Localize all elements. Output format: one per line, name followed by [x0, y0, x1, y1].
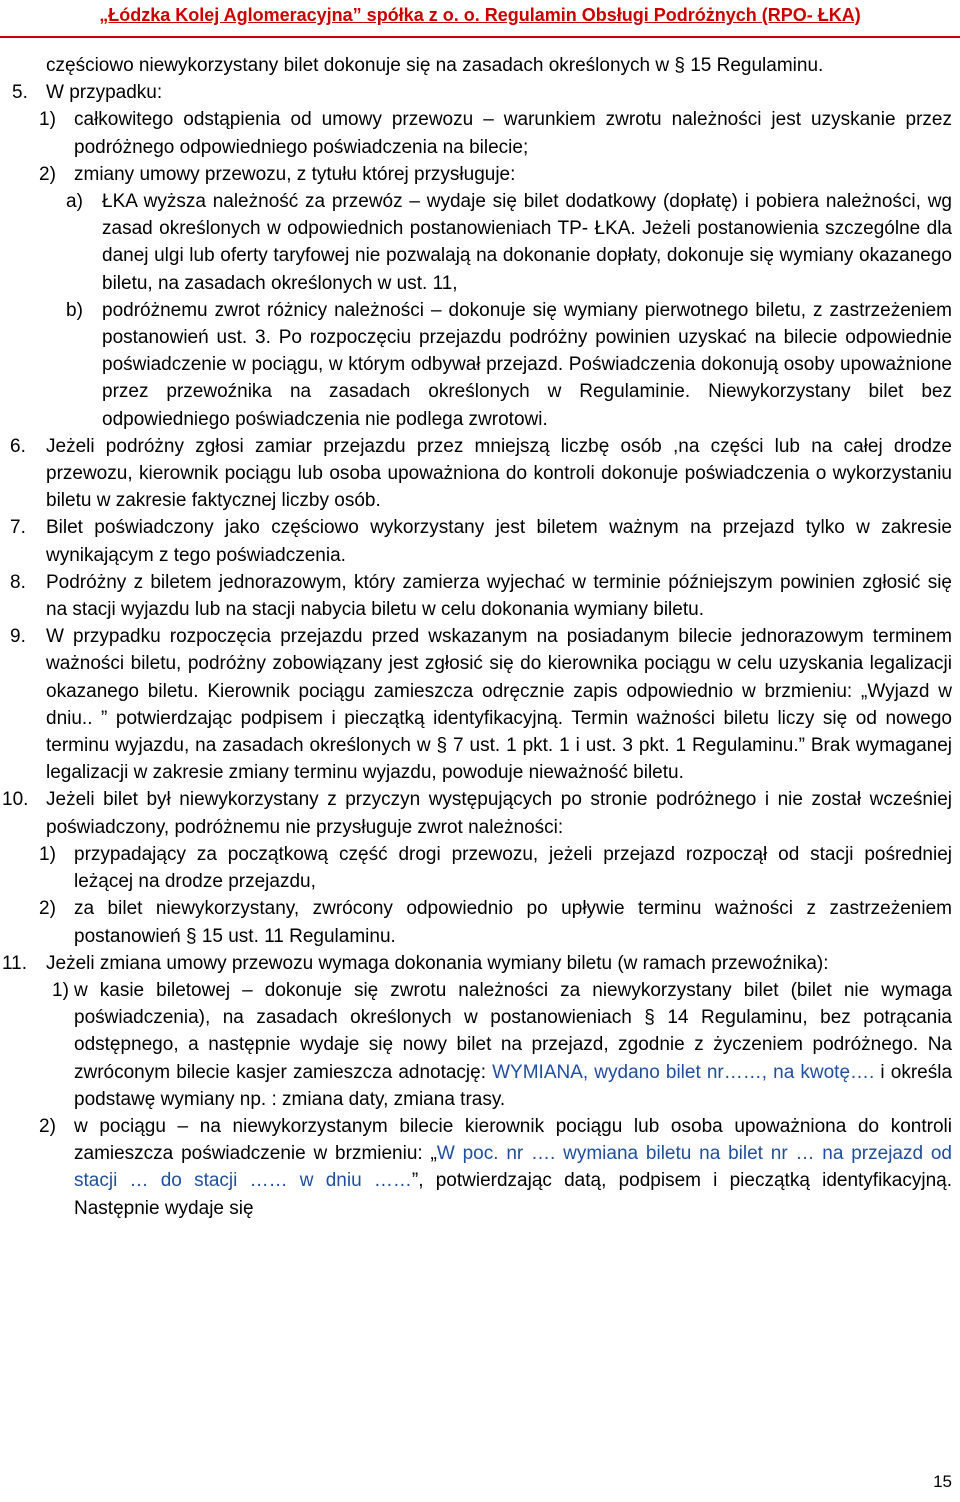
item-text: i określa podstawę wymiany np. : zmiana daty, zmiana trasy. — [74, 1061, 953, 1110]
paragraph-6 — [10, 433, 952, 515]
paragraph-number: 9. — [10, 626, 26, 648]
paragraph-7 — [10, 514, 952, 568]
annotation-template: W poc. nr …. wymiana biletu na bilet nr … na przejazd od stacji … do stacji …… w dniu …… — [74, 1143, 952, 1192]
paragraph-11-item-2 — [39, 1113, 953, 1222]
item-text: w kasie biletowej – dokonuje się zwrotu należności za niewykorzystany bilet (bilet nie wymaga poświadczenia), na zasadach określonych w postanowieniach § 14 Regulaminu, bez potrącania odstępnego, a następnie wydaje się nowy bilet na przejazd, zgodnie z życzeniem podróżnego. Na zwróconym bilecie kasjer zamieszcza adnotację: — [74, 979, 952, 1083]
item-text: w pociągu – na niewykorzystanym bilecie kierownik pociągu lub osoba upoważniona do kontroli zamieszcza poświadczenie w brzmieniu: „ — [74, 1115, 952, 1165]
paragraph-5-item-2 — [39, 161, 952, 188]
paragraph-number: 6. — [10, 435, 26, 457]
paragraph-10-item-1 — [39, 841, 952, 895]
item-text: całkowitego odstąpienia od umowy przewozu – warunkiem zwrotu należności jest uzyskanie przez podróżnego odpowiedniego poświadczenia na bilecie; — [74, 109, 952, 158]
paragraph-number: 10. — [2, 789, 29, 811]
paragraph-5-item-1 — [39, 106, 952, 160]
item-number: 1) — [39, 843, 56, 865]
paragraph-number: 7. — [10, 517, 26, 539]
paragraph-text: W przypadku rozpoczęcia przejazdu przed wskazanym na posiadanym bilecie jednorazowym terminem ważności biletu, podróżny zobowiązany jest zgłosić się do kierownika pociągu w celu uzyskania legalizacji okazanego biletu. Kierownik pociągu zamieszcza odręcznie zapis odpowiednio w brzmieniu: „Wyjazd w dniu.. ” potwierdzając podpisem i pieczątką identyfikacyjną. Termin ważności biletu liczy się od nowego terminu wyjazdu, na zasadach określonych w § 7 ust. 1 pkt. 1 i ust. 3 pkt. 1 Regulaminu.” Brak wymaganej legalizacji w zakresie zmiany terminu wyjazdu, powoduje nieważność biletu. — [46, 626, 952, 784]
item-text: za bilet niewykorzystany, zwrócony odpowiednio po upływie terminu ważności z zastrzeżeniem postanowień § 15 ust. 11 Regulaminu. — [74, 898, 952, 947]
page-number: 15 — [933, 1472, 952, 1491]
paragraph-text: Jeżeli bilet był niewykorzystany z przyczyn występujących po stronie podróżnego i nie został wcześniej poświadczony, podróżnemu nie przysługuje zwrot należności: — [46, 789, 952, 838]
subitem-text: podróżnemu zwrot różnicy należności – dokonuje się wymiany pierwotnego biletu, z zastrzeżeniem postanowień ust. 3. Po rozpoczęciu przejazdu podróżny powinien uzyskać na bilecie odpowiednie poświadczenie w pociągu, w którym odbywał przejazd. Poświadczenia dokonują osoby upoważnione przez przewoźnika na zasadach określonych w Regulaminie. Niewykorzystany bilet bez odpowiedniego poświadczenia nie podlega zwrotowi. — [102, 299, 952, 430]
header-rule — [0, 36, 960, 38]
paragraph-text: Jeżeli podróżny zgłosi zamiar przejazdu przez mniejszą liczbę osób ,na części lub na całej drodze przewozu, kierownik pociągu lub osoba upoważniona do kontroli dokonuje poświadczenia o wykorzystaniu biletu w zakresie faktycznej liczby osób. — [46, 435, 952, 512]
item-text: ”, potwierdzając datą, podpisem i pieczątką identyfikacyjną. Następnie wydaje się — [74, 1170, 953, 1219]
paragraph-text: Bilet poświadczony jako częściowo wykorzystany jest biletem ważnym na przejazd tylko w zakresie wynikającym z tego poświadczenia. — [46, 517, 952, 566]
item-number: 1) — [39, 109, 56, 131]
paragraph-number: 11. — [2, 952, 28, 974]
paragraph-continuation — [46, 52, 952, 79]
item-number: 2) — [39, 1115, 56, 1137]
paragraph-10 — [2, 786, 952, 840]
header-title: „Łódzka Kolej Aglomeracyjna” spółka z o. o. Regulamin Obsługi Podróżnych (RPO- ŁKA) — [99, 5, 861, 25]
paragraph-11 — [2, 950, 952, 977]
paragraph-5-item-2-b — [66, 297, 952, 433]
paragraph-text: częściowo niewykorzystany bilet dokonuje się na zasadach określonych w § 15 Regulaminu. — [46, 55, 824, 76]
document-body — [0, 52, 960, 1222]
paragraph-text: Podróżny z biletem jednorazowym, który zamierza wyjechać w terminie późniejszym powinien zgłosić się na stacji wyjazdu lub na stacji nabycia biletu w celu dokonania wymiany biletu. — [46, 571, 952, 621]
paragraph-8 — [10, 569, 952, 623]
paragraph-5-item-2-a — [66, 188, 952, 297]
item-text: przypadający za początkową część drogi przewozu, jeżeli przejazd rozpoczął od stacji pośredniej leżącej na drodze przejazdu, — [74, 843, 952, 893]
paragraph-number: 8. — [10, 571, 26, 593]
paragraph-text: W przypadku: — [46, 82, 163, 104]
item-number: 1) — [52, 979, 69, 1001]
item-text: zmiany umowy przewozu, z tytułu której przysługuje: — [74, 163, 516, 185]
annotation-template: WYMIANA, wydano bilet nr……, na kwotę…. — [492, 1061, 875, 1083]
item-number: 2) — [39, 163, 56, 185]
subitem-letter: a) — [66, 191, 83, 213]
paragraph-text: Jeżeli zmiana umowy przewozu wymaga dokonania wymiany biletu (w ramach przewoźnika): — [46, 952, 829, 974]
subitem-letter: b) — [66, 299, 83, 321]
item-number: 2) — [39, 898, 56, 920]
paragraph-11-item-1 — [52, 977, 953, 1113]
page-header — [0, 0, 960, 38]
paragraph-10-item-2 — [39, 895, 952, 949]
subitem-text: ŁKA wyższa należność za przewóz – wydaje się bilet dodatkowy (dopłatę) i pobiera należności, wg zasad określonych w odpowiednich postanowieniach TP- ŁKA. Jeżeli postanowienia szczególne dla danej ulgi lub oferty taryfowej nie pozwalają na dokonanie dopłaty, dokonuje się wymiany okazanego biletu, na zasadach określonych w ust. 11, — [102, 191, 952, 294]
paragraph-number: 5. — [12, 82, 28, 104]
paragraph-5 — [12, 79, 952, 106]
paragraph-9 — [10, 623, 952, 786]
